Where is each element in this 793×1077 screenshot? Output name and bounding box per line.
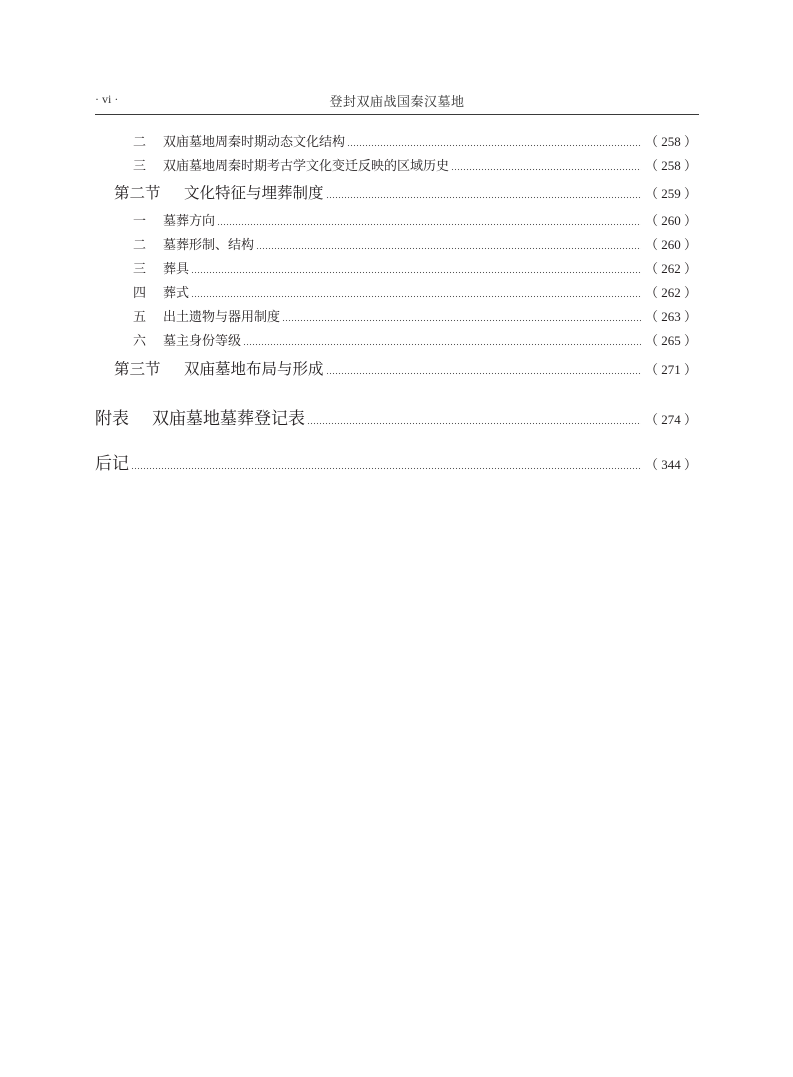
toc-appendix-page: （ 274 ） (644, 412, 697, 427)
toc-entry[interactable] (133, 306, 697, 325)
page-folio: · vi · (95, 92, 119, 106)
dot-leader (191, 264, 641, 277)
toc-entry-page: （ 265 ） (644, 333, 697, 348)
toc-section-title: 文化特征与埋葬制度 (184, 184, 324, 202)
toc-entry-page: （ 262 ） (644, 285, 697, 300)
toc-entry-title: 双庙墓地周秦时期动态文化结构 (163, 135, 346, 150)
toc-appendix-title: 双庙墓地墓葬登记表 (152, 409, 305, 429)
toc-entry[interactable] (133, 234, 697, 253)
toc-entry-number: 六 (133, 334, 147, 349)
toc-section-number: 第三节 (114, 360, 161, 378)
dot-leader (347, 137, 641, 150)
toc-entry-page: （ 263 ） (644, 309, 697, 324)
toc-entry-title: 葬式 (163, 286, 190, 301)
dot-leader (451, 161, 641, 174)
toc-appendix-label: 附表 (95, 409, 129, 429)
toc-entry-title: 墓主身份等级 (163, 334, 242, 349)
toc-entry-title: 葬具 (163, 262, 190, 277)
toc-entry[interactable] (133, 282, 697, 301)
dot-leader (326, 364, 641, 380)
dot-leader (217, 216, 641, 229)
dot-leader (326, 188, 641, 204)
toc-entry-title: 双庙墓地周秦时期考古学文化变迁反映的区域历史 (163, 159, 450, 174)
dot-leader (256, 240, 641, 253)
page-header (95, 92, 699, 115)
dot-leader (282, 312, 641, 325)
toc-entry-title: 墓葬方向 (163, 214, 216, 229)
toc-section-number: 第二节 (114, 184, 161, 202)
toc-entry-number: 一 (133, 214, 147, 229)
toc-entry-number: 二 (133, 238, 147, 253)
toc-entry-page: （ 258 ） (644, 134, 697, 149)
toc-entry-page: （ 258 ） (644, 158, 697, 173)
dot-leader (191, 288, 641, 301)
toc-entry[interactable] (133, 210, 697, 229)
dot-leader (131, 457, 641, 474)
toc-entry-number: 二 (133, 135, 147, 150)
toc-entry-number: 三 (133, 262, 147, 277)
toc-section-page: （ 271 ） (644, 362, 697, 377)
toc-afterword-title: 后记 (95, 454, 129, 474)
toc-entry-number: 五 (133, 310, 147, 325)
toc-entry-page: （ 260 ） (644, 237, 697, 252)
toc-afterword[interactable] (95, 449, 697, 474)
toc-section[interactable] (114, 181, 697, 203)
toc-entry-title: 出土遗物与器用制度 (163, 310, 281, 325)
toc-entry-title: 墓葬形制、结构 (163, 238, 255, 253)
toc-entry-number: 四 (133, 286, 147, 301)
toc-afterword-page: （ 344 ） (644, 457, 697, 472)
toc-entry[interactable] (133, 131, 697, 150)
toc-appendix[interactable] (95, 404, 697, 429)
toc-entry-number: 三 (133, 159, 147, 174)
dot-leader (307, 412, 641, 429)
toc-entry[interactable] (133, 155, 697, 174)
dot-leader (243, 336, 641, 349)
running-title: 登封双庙战国秦汉墓地 (329, 95, 465, 110)
toc-section-page: （ 259 ） (644, 186, 697, 201)
toc-section[interactable] (114, 357, 697, 379)
toc-entry[interactable] (133, 330, 697, 349)
toc-entry[interactable] (133, 258, 697, 277)
toc-entry-page: （ 262 ） (644, 261, 697, 276)
toc-entry-page: （ 260 ） (644, 213, 697, 228)
toc-section-title: 双庙墓地布局与形成 (184, 360, 324, 378)
